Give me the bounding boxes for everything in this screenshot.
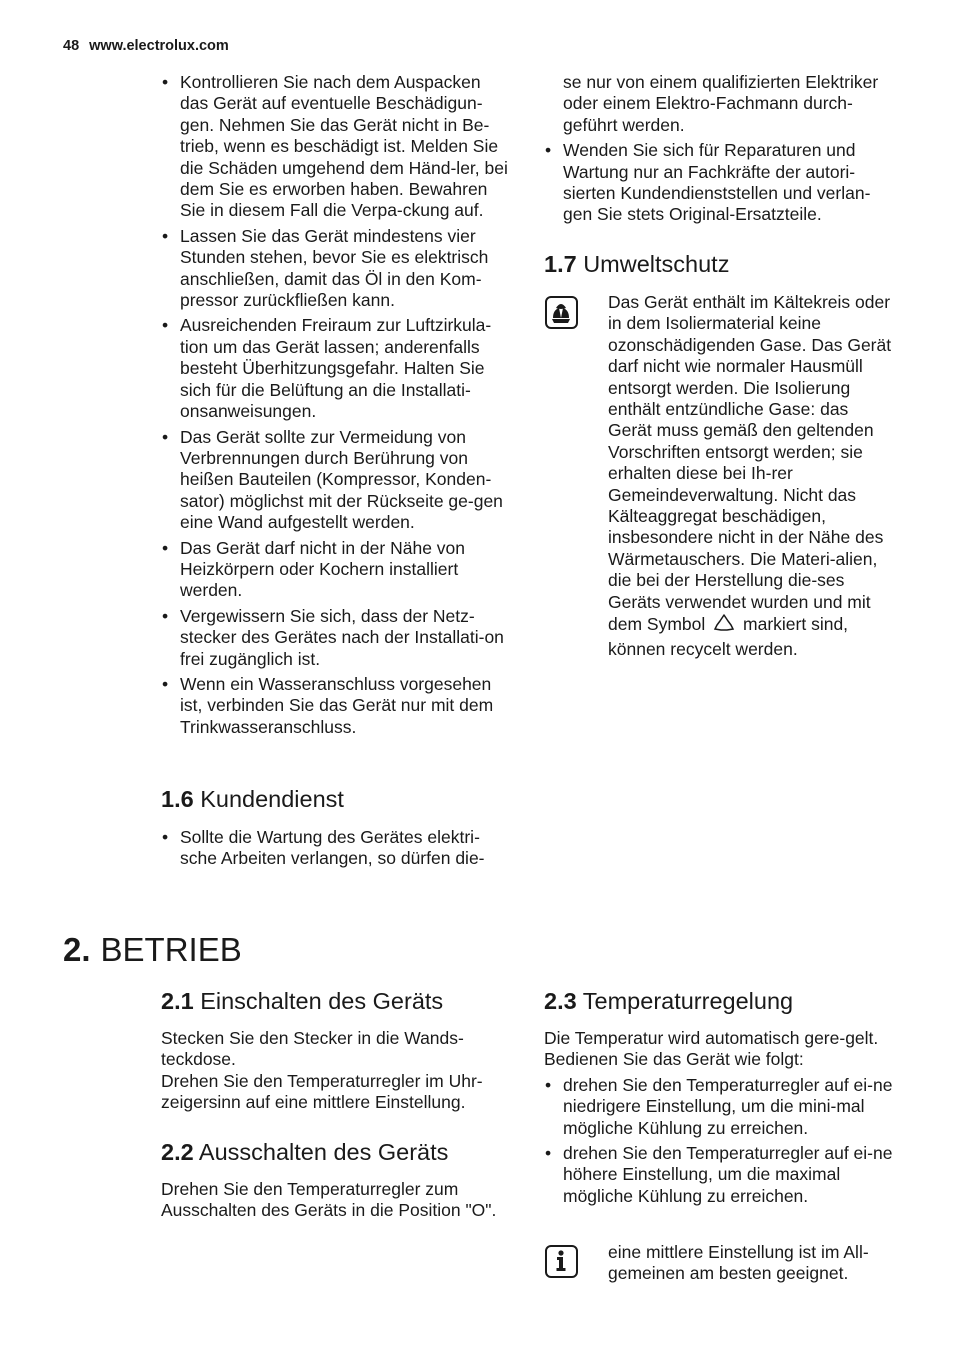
environment-text-end: markiert sind, können recycelt werden. [608,614,849,659]
paragraph: Die Temperatur wird automatisch gere-gelt. [544,1028,879,1048]
info-icon [545,1245,578,1278]
list-item: • Ausreichenden Freiraum zur Luftzirkula-tion um das Gerät lassen; anderenfalls besteht Überhitzungsgefahr. Halten Sie sich für die Belüftung an die Installati-onsanweisungen. [161,315,513,422]
temperature-bullet-list [544,1075,896,1207]
section-2-2 [161,1138,513,1222]
section-title: Kundendienst [200,786,344,812]
section-title: Ausschalten des Geräts [198,1139,449,1165]
environment-icon [545,296,578,329]
list-item: • Lassen Sie das Gerät mindestens vier Stunden stehen, bevor Sie es elektrisch anschließen, damit das Öl in den Kom-pressor zurückfließen kann. [161,226,513,312]
section-number: 1.7 [544,251,577,277]
section-title: Umweltschutz [583,251,730,277]
chapter-title: BETRIEB [100,931,242,968]
service-bullet-list [161,827,513,870]
list-item: • Das Gerät sollte zur Vermeidung von Verbrennungen durch Berührung von heißen Bauteilen (Kompressor, Konden-sator) möglichst mit der Rückseite ge-gen eine Wand aufgestellt werden. [161,427,513,534]
section-number: 2.3 [544,988,577,1014]
list-item: • Kontrollieren Sie nach dem Auspacken das Gerät auf eventuelle Beschädigun-gen. Nehmen Sie das Gerät nicht in Be-trieb, wenn es beschädigt ist. Melden Sie die Schäden umgehend dem Händ-ler, bei dem Sie es erworben haben. Bewahren Sie in diesem Fall die Verpa-ckung auf. [161,72,513,222]
section-1-7-heading [544,250,896,278]
continuation-text: se nur von einem qualifizierten Elektriker oder einem Elektro-Fachmann durch-geführt werden. [563,72,879,135]
page-header [63,38,229,54]
paragraph: Bedienen Sie das Gerät wie folgt: [544,1049,804,1070]
list-item: • Das Gerät darf nicht in der Nähe von Heizkörpern oder Kochern installiert werden. [161,538,513,602]
section-2-3 [544,987,896,1211]
chapter-heading [63,930,242,970]
site-url: www.electrolux.com [89,38,229,54]
recycling-icon [713,613,735,638]
list-item: • Vergewissern Sie sich, dass der Netz-stecker des Gerätes nach der Installati-on frei zugänglich ist. [161,606,513,670]
paragraph: Drehen Sie den Temperaturregler zum Ausschalten des Geräts in die Position "O". [161,1179,497,1221]
list-item: • Sollte die Wartung des Gerätes elektri-sche Arbeiten verlangen, so dürfen die- [161,827,513,870]
paragraph: Stecken Sie den Stecker in die Wands-teckdose. [161,1028,464,1070]
section-2-1 [161,987,513,1114]
paragraph: Drehen Sie den Temperaturregler im Uhr-zeigersinn auf eine mittlere Einstellung. [161,1070,483,1113]
section-heading [544,250,896,278]
left-column-top [161,72,513,742]
page-number: 48 [63,38,80,54]
section-title: Temperaturregelung [582,988,794,1014]
section-number: 1.6 [161,786,194,812]
list-item: • Wenn ein Wasseranschluss vorgesehen ist, verbinden Sie das Gerät nur mit dem Trinkwasseranschluss. [161,674,513,738]
safety-bullet-list [161,72,513,738]
section-heading [161,987,513,1015]
environment-text: Das Gerät enthält im Kältekreis oder in dem Isoliermaterial keine ozonschädigenden Gase. Das Gerät darf nicht wie normaler Hausmüll entsorgt werden. Die Isolierung enthält entzündliche Gase: das Gerät muss gemäß den geltenden Vorschriften entsorgt werden; sie erhalten diese bei Ih-rer Gemeindeverwaltung. Nicht das Kälteaggregat beschädigen, insbesondere nicht in der Nähe des Wärmetauschers. Die Materi-alien, die bei der Herstellung die-ses Geräts verwendet wurden und mit dem Symbol [608,292,892,635]
chapter-number: 2. [63,931,91,968]
right-column-top [544,72,896,230]
list-item: • drehen Sie den Temperaturregler auf ei-ne niedrigere Einstellung, um die mini-mal mögliche Kühlung zu erreichen. [544,1075,896,1139]
section-title: Einschalten des Geräts [200,988,444,1014]
section-heading [161,1138,513,1166]
section-number: 2.1 [161,988,194,1014]
environment-note [608,292,896,660]
list-item: • drehen Sie den Temperaturregler auf ei-ne höhere Einstellung, um die maximal mögliche Kühlung zu erreichen. [544,1143,896,1207]
section-heading [544,987,896,1015]
list-item: • Wenden Sie sich für Reparaturen und Wartung nur an Fachkräfte der autori-sierten Kundendienststellen und verlan-gen Sie stets Original-Ersatzteile. [544,140,896,226]
info-note: eine mittlere Einstellung ist im All-gemeinen am besten geeignet. [608,1242,869,1284]
repair-bullet-list [544,140,896,226]
section-1-6 [161,785,513,874]
section-heading [161,785,513,813]
section-number: 2.2 [161,1139,194,1165]
